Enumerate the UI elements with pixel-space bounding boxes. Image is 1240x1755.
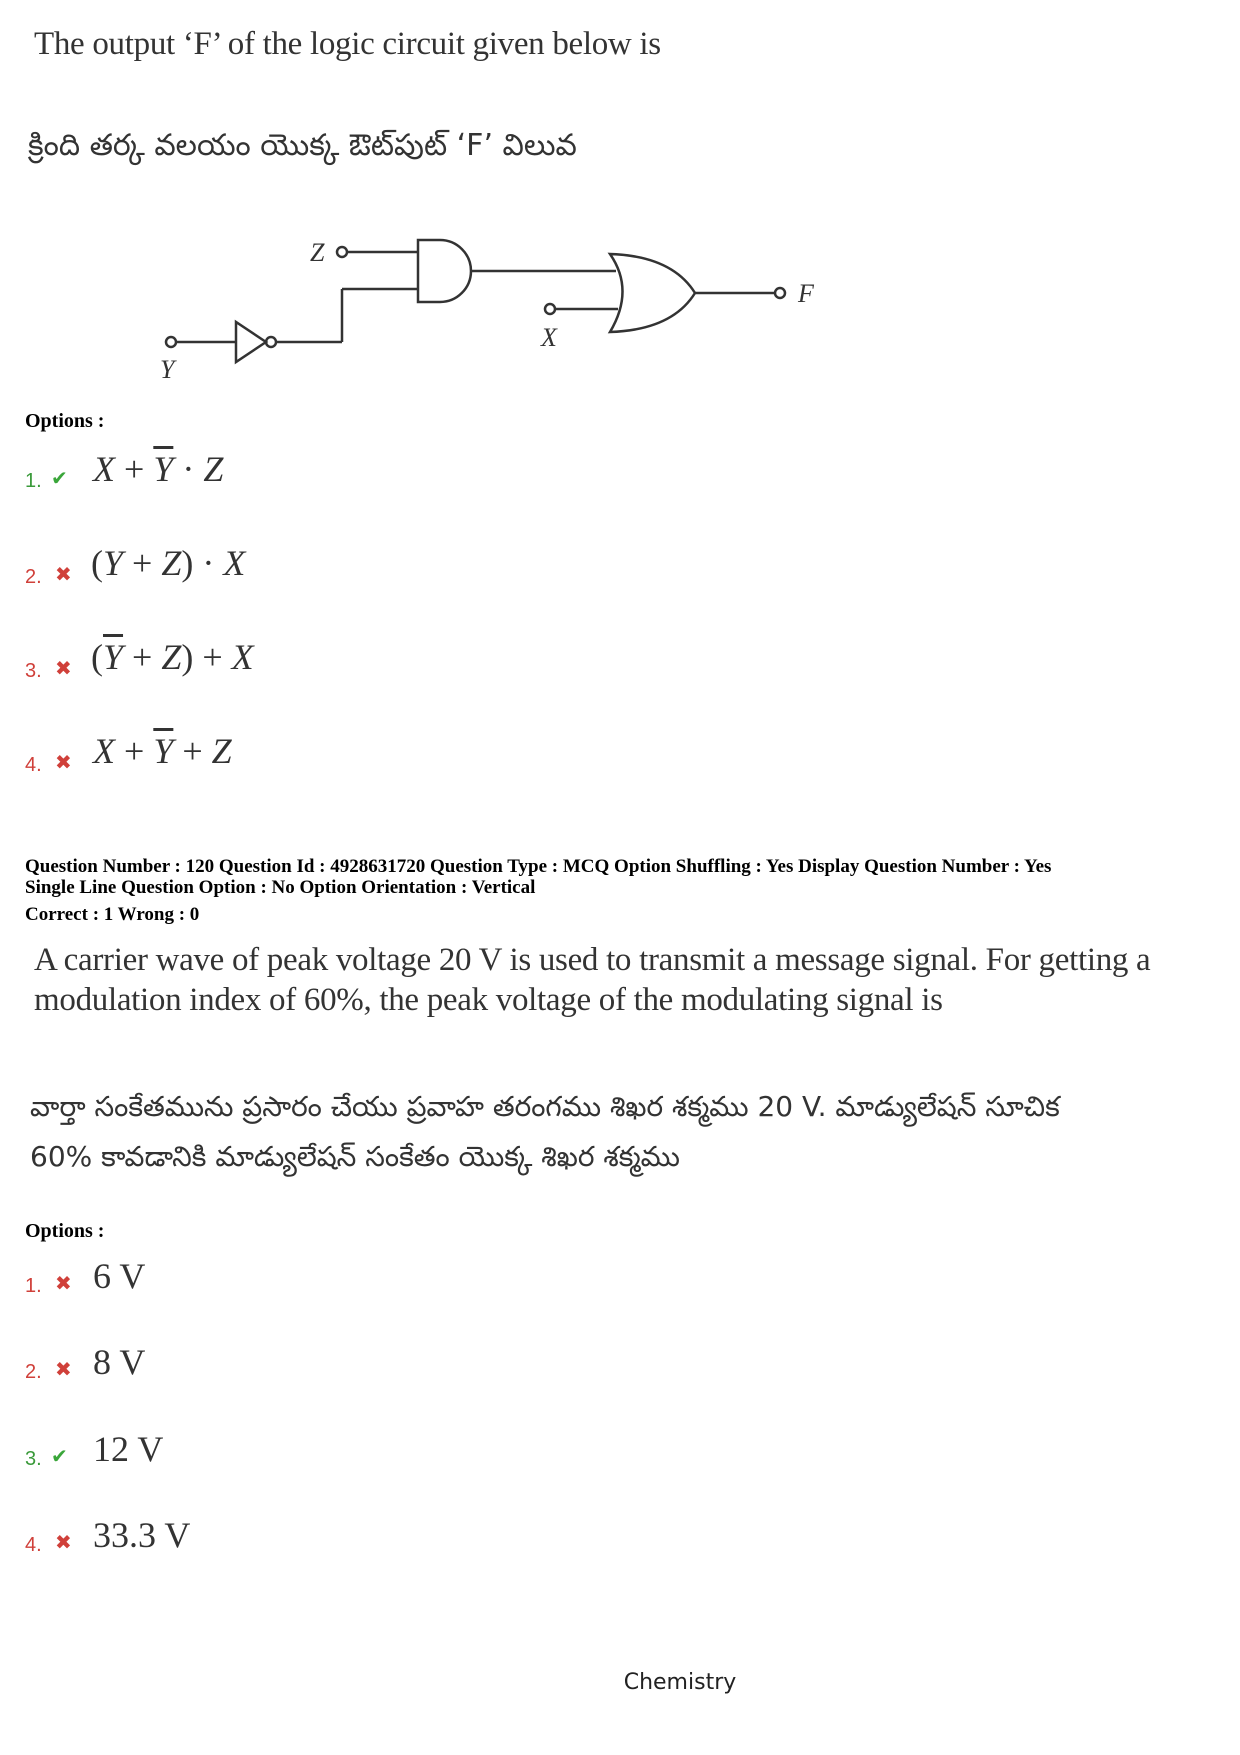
option-number: 2. <box>25 1361 42 1383</box>
logic-circuit-diagram <box>0 0 1240 400</box>
correct-check-icon: ✔ <box>51 1444 68 1468</box>
wrong-cross-icon: ✖ <box>55 656 72 680</box>
wrong-cross-icon: ✖ <box>55 1271 72 1295</box>
option-120-3[interactable] <box>25 1428 425 1478</box>
correct-check-icon: ✔ <box>51 466 68 490</box>
option-number: 4. <box>25 754 42 776</box>
input-x-terminal <box>545 304 555 314</box>
label-z: Z <box>310 238 325 267</box>
output-f-terminal <box>775 288 785 298</box>
option-number: 1. <box>25 1275 42 1297</box>
option-value: 12 V <box>93 1429 164 1469</box>
option-expression: $(\overline{Y} + Z) + X$ <box>91 637 254 677</box>
option-number: 4. <box>25 1534 42 1556</box>
option-value: 33.3 V <box>93 1515 191 1555</box>
label-f: F <box>798 279 814 308</box>
wrong-cross-icon: ✖ <box>55 1530 72 1554</box>
question-120-meta <box>25 856 1051 925</box>
question-120-text-line2: modulation index of 60%, the peak voltage of the modulating signal is <box>34 982 943 1018</box>
option-expression: $X + \overline{Y} \cdot Z$ <box>93 449 224 489</box>
option-number: 3. <box>25 1448 42 1470</box>
option-number: 2. <box>25 566 42 588</box>
option-119-2[interactable] <box>25 542 425 592</box>
option-120-4[interactable] <box>25 1514 425 1564</box>
wrong-cross-icon: ✖ <box>55 1357 72 1381</box>
option-number: 3. <box>25 660 42 682</box>
page-footer-subject: Chemistry <box>623 1670 737 1695</box>
wrong-cross-icon: ✖ <box>55 750 72 774</box>
wrong-cross-icon: ✖ <box>55 562 72 586</box>
label-y: Y <box>160 355 175 384</box>
option-119-3[interactable] <box>25 636 425 686</box>
option-number: 1. <box>25 470 42 492</box>
option-value: 8 V <box>93 1342 146 1382</box>
meta-line-2: Single Line Question Option : No Option Orientation : Vertical <box>25 877 536 898</box>
option-expression: (Y + Z) · X <box>91 543 246 583</box>
question-119-text-telugu: క్రింది తర్క వలయం యొక్క ఔట్‌పుట్ ‘F’ విలువ <box>28 128 577 163</box>
and-gate <box>418 240 471 302</box>
option-value: 6 V <box>93 1256 146 1296</box>
options-label-119: Options : <box>25 410 105 432</box>
question-120-telugu-line1: వార్తా సంకేతమును ప్రసారం చేయు ప్రవాహ తరంగము శిఖర శక్మము 20 V. మాడ్యులేషన్ సూచిక <box>30 1090 1060 1123</box>
option-120-2[interactable] <box>25 1341 425 1391</box>
meta-line-1: Question Number : 120 Question Id : 4928631720 Question Type : MCQ Option Shuffling : Yes Display Question Number : Yes <box>25 856 1052 877</box>
option-119-1[interactable] <box>25 448 425 498</box>
or-gate <box>610 254 695 332</box>
question-120-text-line1: A carrier wave of peak voltage 20 V is used to transmit a message signal. For getting a <box>34 942 1151 978</box>
question-119-text: The output ‘F’ of the logic circuit given below is <box>34 26 661 62</box>
input-y-terminal <box>166 337 176 347</box>
question-120-telugu-line2: 60% కావడానికి మాడ్యులేషన్ సంకేతం యొక్క శిఖర శక్మము <box>30 1140 680 1173</box>
option-expression: $X + \overline{Y} + Z$ <box>93 731 232 771</box>
not-gate <box>236 322 266 362</box>
meta-line-3: Correct : 1 Wrong : 0 <box>25 904 200 925</box>
label-x: X <box>541 323 557 352</box>
option-120-1[interactable] <box>25 1255 425 1305</box>
input-z-terminal <box>337 247 347 257</box>
option-119-4[interactable] <box>25 730 425 780</box>
options-label-120: Options : <box>25 1220 105 1242</box>
